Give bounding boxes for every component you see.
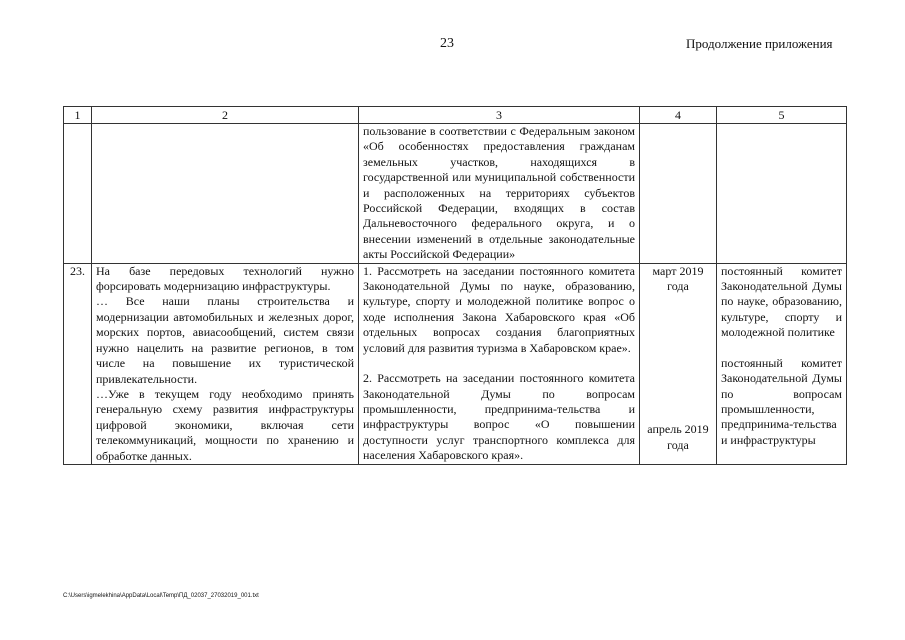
responsible-1: постоянный комитет Законодательной Думы по науке, образованию, культуре, спорту и молодежной политике [721, 263, 842, 340]
measure-item-1: 1. Рассмотреть на заседании постоянного комитета Законодательной Думы по науке, образованию, культуре, спорту и молодежной политике вопрос о ходе исполнения Закона Хабаровского края «Об отдельных вопросах создания благоприятных условий для развития туризма в Хабаровском крае». [363, 263, 635, 355]
column-header-1: 1 [64, 107, 92, 124]
file-path-footer: C:\Users\igmelekhina\AppData\Local\Temp\ПД_02037_27032019_001.txt [63, 593, 259, 599]
column-header-5: 5 [717, 107, 847, 124]
deadline-2: апрель 2019 года [647, 422, 709, 452]
deadline-gap [644, 294, 712, 422]
column-header-2: 2 [92, 107, 359, 124]
appendix-table [63, 106, 847, 465]
deadline-1: март 2019 года [652, 263, 704, 294]
cell-number [64, 124, 92, 264]
cell-measure: пользование в соответствии с Федеральным законом «Об особенностях предоставления гражданам земельных участков, находящихся в государственной или муниципальной собственности и расположенных на территориях субъектов Российской Федерации, входящих в состав Дальневосточного федерального округа, и о внесении изменений в отдельные законодательные акты Российской Федерации» [359, 124, 640, 264]
cell-responsible [717, 263, 847, 464]
cell-responsible [717, 124, 847, 264]
cell-deadline [640, 124, 717, 264]
row-number: 23. [64, 263, 92, 464]
task-paragraph: …Уже в текущем году необходимо принять генеральную схему развития инфраструктуры цифровой экономики, включая сети телекоммуникаций, мощности по хранению и обработке данных. [96, 386, 354, 463]
header-row [64, 107, 847, 124]
column-header-3: 3 [359, 107, 640, 124]
cell-task [92, 124, 359, 264]
measure-item-2: 2. Рассмотреть на заседании постоянного комитета Законодательной Думы по вопросам промышленности, предпринима-тельства и инфраструктуры вопрос «О повышении доступности услуг транспортного комплекса для населения Хабаровского края». [363, 371, 635, 463]
page-number: 23 [440, 36, 454, 51]
table-row [64, 124, 847, 264]
cell-task [92, 263, 359, 464]
task-paragraph: На базе передовых технологий нужно форсировать модернизацию инфраструктуры. [96, 263, 354, 294]
task-paragraph: … Все наши планы строительства и модернизации автомобильных и железных дорог, морских портов, авиасообщений, систем связи нужно нацелить на развитие регионов, в том числе на повышение их туристической привлекательности. [96, 294, 354, 386]
table-row [64, 263, 847, 464]
cell-deadline [640, 263, 717, 464]
continuation-label: Продолжение приложения [686, 36, 833, 51]
responsible-2: постоянный комитет Законодательной Думы по вопросам промышленности, предпринима-тельства и инфраструктуры [721, 355, 842, 447]
column-header-4: 4 [640, 107, 717, 124]
responsible-gap [721, 341, 842, 356]
cell-measure [359, 263, 640, 464]
item-gap [363, 356, 635, 371]
